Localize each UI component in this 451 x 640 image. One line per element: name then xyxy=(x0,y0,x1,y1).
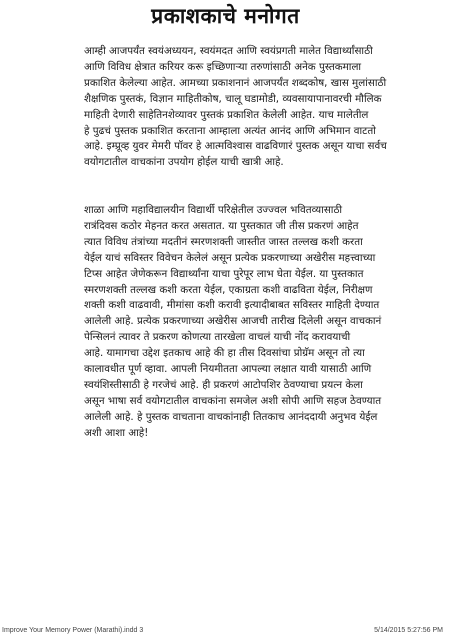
footer-timestamp: 5/14/2015 5:27:56 PM xyxy=(374,627,443,634)
paragraph-2 xyxy=(84,203,408,442)
page-title: प्रकाशकाचे मनोगत xyxy=(151,4,300,28)
paragraph-line: स्मरणशक्ती तल्लख कशी करता येईल, एकाग्रता कशी वाढविता येईल, निरीक्षण xyxy=(84,283,373,296)
paragraph-line: शाळा आणि महाविद्यालयीन विद्यार्थी परिक्षेतील उज्ज्वल भवितव्यासाठी xyxy=(84,204,343,216)
paragraph-line: आलेली आहे. प्रत्येक प्रकरणाच्या अखेरीस आजची तारीख दिलेली असून वाचकानं xyxy=(84,315,382,328)
paragraph-line: आहे. यामागचा उद्देश इतकाच आहे की हा तीस दिवसांचा प्रोग्रॅम असून तो त्या xyxy=(84,347,365,360)
paragraph-line: त्यात विविध तंत्रांच्या मदतीनं स्मरणशक्ती जास्तीत जास्त तल्लख कशी करता xyxy=(84,235,363,248)
paragraph-line: आणि विविध क्षेत्रात करियर करू इच्छिणाऱ्या तरुणांसाठी अनेक पुस्तकमाला xyxy=(84,60,362,73)
paragraph-line: आम्ही आजपर्यंत स्वयंअध्ययन, स्वयंमदत आणि स्वयंप्रगती मालेत विद्यार्थ्यांसाठी xyxy=(84,45,373,57)
paragraph-line: असून भाषा सर्व वयोगटातील वाचकांना समजेल अशी सोपी आणि सहज ठेवण्यात xyxy=(84,394,382,407)
paragraph-line: प्रकाशित केलेल्या आहेत. आमच्या प्रकाशनानं आजपर्यंत शब्दकोष, खास मुलांसाठी xyxy=(84,76,387,89)
paragraph-line: कालावधीत पूर्ण व्हावा. आपली नियमीतता आपल्या लक्षात यावी यासाठी आणि xyxy=(84,363,372,376)
paragraph-line: स्वयंशिस्तीसाठी हे गरजेचं आहे. ही प्रकरणं आटोपशिर ठेवण्याचा प्रयत्न केला xyxy=(84,378,363,391)
paragraph-line: टिप्स आहेत जेणेकरून विद्यार्थ्यांना याचा पुरेपूर लाभ घेता येईल. या पुस्तकात xyxy=(84,267,364,280)
paragraph-line: माहिती देणारी साहेतिनशेव्यावर पुस्तकं प्रकाशित केलेली आहेत. याच मालेतील xyxy=(84,108,369,121)
paragraph-1 xyxy=(84,44,408,171)
paragraph-line: आलेली आहे. हे पुस्तक वाचताना वाचकांनाही तितकाच आनंददायी अनुभव येईल xyxy=(84,410,378,423)
paragraph-line: वयोगटातील वाचकांना उपयोग होईल याची खात्री आहे. xyxy=(84,156,284,169)
paragraph-line: रात्रंदिवस कठोर मेहनत करत असतात. या पुस्तकात जी तीस प्रकरणं आहेत xyxy=(84,219,359,232)
paragraph-line: शैक्षणिक पुस्तकं, विज्ञान माहितीकोष, चालू घडामोडी, व्यवसायापानावरची मौलिक xyxy=(84,92,382,105)
paragraph-line: येईल याचं सविस्तर विवेचन केलेलं असून प्रत्येक प्रकरणाच्या अखेरीस महत्त्वाच्या xyxy=(84,251,376,264)
paragraph-line: शक्ती कशी वाढवावी, मीमांसा कशी करावी इत्यादीबाबत सविस्तर माहिती देण्यात xyxy=(84,299,380,312)
paragraph-line: पेन्सिलनं त्यावर ते प्रकरण कोणत्या तारखेला वाचलं याची नोंद करावयाची xyxy=(84,331,351,344)
paragraph-line: आहे. इम्प्रूव्ह युवर मेमरी पॉवर हे आत्मविश्वास वाढविणारं पुस्तक असून याचा सर्वच xyxy=(84,140,387,153)
footer-filename: Improve Your Memory Power (Marathi).indd 3 xyxy=(2,627,144,634)
paragraph-line: अशी आशा आहे! xyxy=(84,426,149,439)
paragraph-line: हे पुढचं पुस्तक प्रकाशित करताना आम्हाला अत्यंत आनंद आणि अभिमान वाटतो xyxy=(84,124,376,137)
